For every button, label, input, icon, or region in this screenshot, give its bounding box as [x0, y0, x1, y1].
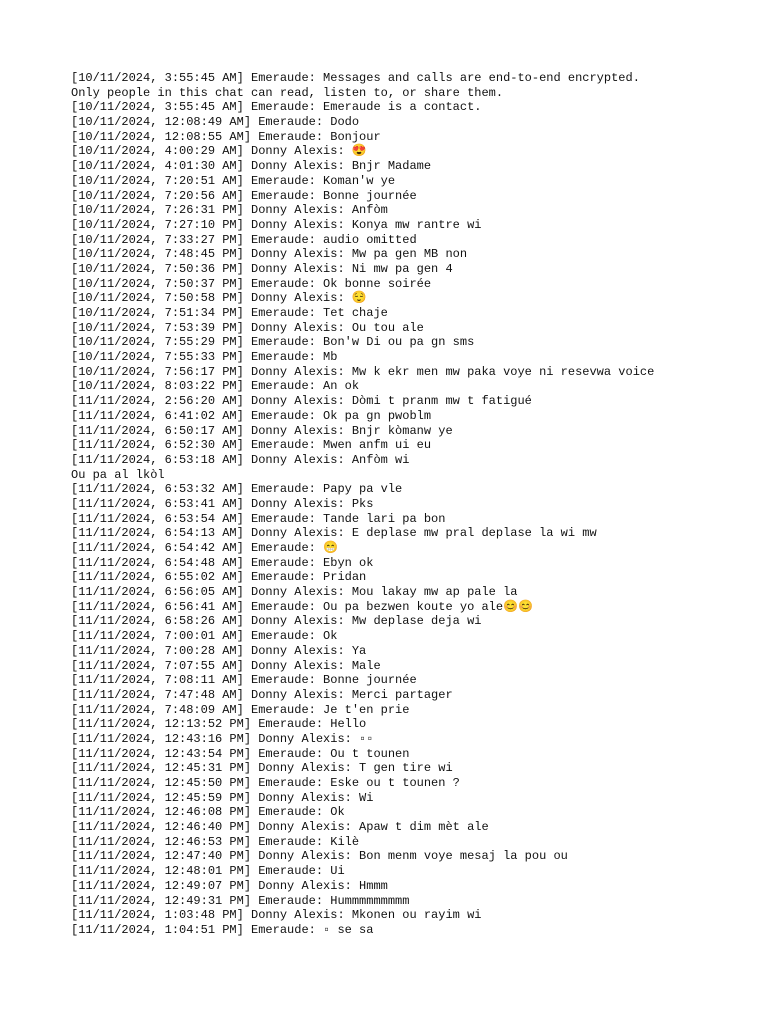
chat-line: [11/11/2024, 12:49:07 PM] Donny Alexis: Hmmm	[71, 878, 388, 893]
chat-line: [10/11/2024, 7:26:31 PM] Donny Alexis: Anfòm	[71, 203, 388, 218]
chat-line: [11/11/2024, 7:48:09 AM] Emeraude: Je t'en prie	[71, 702, 410, 717]
chat-line: [10/11/2024, 7:50:36 PM] Donny Alexis: Ni mw pa gen 4	[71, 261, 453, 276]
chat-line: Ou pa al lkòl	[71, 467, 165, 482]
chat-line: [11/11/2024, 6:41:02 AM] Emeraude: Ok pa gn pwoblm	[71, 408, 432, 423]
chat-line: [11/11/2024, 7:00:28 AM] Donny Alexis: Ya	[71, 643, 367, 658]
chat-line: [11/11/2024, 7:07:55 AM] Donny Alexis: Male	[71, 658, 381, 673]
chat-line: [11/11/2024, 12:46:08 PM] Emeraude: Ok	[71, 805, 345, 820]
chat-line: [11/11/2024, 2:56:20 AM] Donny Alexis: Dòmi t pranm mw t fatigué	[71, 394, 532, 409]
chat-line: [10/11/2024, 7:55:33 PM] Emeraude: Mb	[71, 350, 338, 365]
chat-line: [10/11/2024, 7:33:27 PM] Emeraude: audio omitted	[71, 232, 417, 247]
chat-line: [10/11/2024, 12:08:49 AM] Emeraude: Dodo	[71, 115, 360, 130]
chat-line: [11/11/2024, 1:03:48 PM] Donny Alexis: Mkonen ou rayim wi	[71, 908, 482, 923]
chat-line: [11/11/2024, 12:45:50 PM] Emeraude: Eske ou t tounen ?	[71, 776, 460, 790]
chat-log	[71, 71, 761, 938]
chat-line: [10/11/2024, 7:51:34 PM] Emeraude: Tet chaje	[71, 306, 388, 320]
chat-line: [10/11/2024, 7:20:56 AM] Emeraude: Bonne journée	[71, 188, 417, 203]
chat-line: [11/11/2024, 12:48:01 PM] Emeraude: Ui	[71, 864, 345, 879]
chat-line: [11/11/2024, 12:45:59 PM] Donny Alexis: Wi	[71, 790, 374, 805]
chat-export-page	[71, 71, 761, 938]
chat-line: [11/11/2024, 6:54:42 AM] Emeraude: 😁	[71, 541, 338, 555]
chat-line: [10/11/2024, 7:20:51 AM] Emeraude: Koman'w ye	[71, 173, 396, 188]
chat-line: [11/11/2024, 12:43:16 PM] Donny Alexis: ▫▫	[71, 731, 374, 746]
chat-line: [11/11/2024, 12:13:52 PM] Emeraude: Hello	[71, 717, 367, 732]
chat-line: [11/11/2024, 7:47:48 AM] Donny Alexis: Merci partager	[71, 687, 453, 702]
chat-line: [10/11/2024, 7:50:37 PM] Emeraude: Ok bonne soirée	[71, 276, 432, 291]
chat-line: [10/11/2024, 4:00:29 AM] Donny Alexis: 😍	[71, 144, 367, 159]
chat-line: [11/11/2024, 6:53:41 AM] Donny Alexis: Pks	[71, 496, 374, 511]
chat-line: [11/11/2024, 6:54:13 AM] Donny Alexis: E deplase mw pral deplase la wi mw	[71, 526, 597, 541]
chat-line: [11/11/2024, 12:46:53 PM] Emeraude: Kilè	[71, 834, 360, 849]
chat-line: [10/11/2024, 3:55:45 AM] Emeraude: Messages and calls are end-to-end encrypted.	[71, 71, 640, 85]
chat-line: [10/11/2024, 12:08:55 AM] Emeraude: Bonjour	[71, 129, 381, 144]
chat-line: [10/11/2024, 7:48:45 PM] Donny Alexis: Mw pa gen MB non	[71, 247, 468, 262]
chat-line: [10/11/2024, 7:27:10 PM] Donny Alexis: Konya mw rantre wi	[71, 217, 482, 232]
chat-line: [11/11/2024, 6:56:05 AM] Donny Alexis: Mou lakay mw ap pale la	[71, 585, 518, 600]
chat-line: [11/11/2024, 12:49:31 PM] Emeraude: Hummmmmmmmm	[71, 893, 410, 908]
chat-line: [11/11/2024, 12:47:40 PM] Donny Alexis: Bon menm voye mesaj la pou ou	[71, 849, 568, 864]
chat-line: Only people in this chat can read, listen to, or share them.	[71, 85, 504, 100]
chat-line: [11/11/2024, 6:56:41 AM] Emeraude: Ou pa bezwen koute yo ale😊😊	[71, 599, 533, 614]
chat-line: [11/11/2024, 6:53:32 AM] Emeraude: Papy pa vle	[71, 482, 403, 497]
chat-line: [11/11/2024, 12:46:40 PM] Donny Alexis: Apaw t dim mèt ale	[71, 820, 489, 835]
chat-line: [10/11/2024, 4:01:30 AM] Donny Alexis: Bnjr Madame	[71, 159, 432, 174]
chat-line: [11/11/2024, 6:58:26 AM] Donny Alexis: Mw deplase deja wi	[71, 614, 482, 629]
chat-line: [10/11/2024, 7:53:39 PM] Donny Alexis: Ou tou ale	[71, 320, 424, 335]
chat-line: [10/11/2024, 7:50:58 PM] Donny Alexis: 😌	[71, 291, 367, 306]
chat-line: [11/11/2024, 6:53:54 AM] Emeraude: Tande lari pa bon	[71, 511, 446, 526]
chat-line: [11/11/2024, 12:43:54 PM] Emeraude: Ou t tounen	[71, 746, 410, 761]
chat-line: [11/11/2024, 6:53:18 AM] Donny Alexis: Anfòm wi	[71, 452, 410, 467]
chat-line: [11/11/2024, 7:08:11 AM] Emeraude: Bonne journée	[71, 673, 417, 688]
chat-line: [10/11/2024, 3:55:45 AM] Emeraude: Emeraude is a contact.	[71, 100, 482, 115]
chat-line: [10/11/2024, 7:56:17 PM] Donny Alexis: Mw k ekr men mw paka voye ni resevwa voice	[71, 364, 655, 379]
chat-line: [11/11/2024, 6:54:48 AM] Emeraude: Ebyn ok	[71, 555, 374, 570]
chat-line: [11/11/2024, 12:45:31 PM] Donny Alexis: T gen tire wi	[71, 761, 453, 776]
chat-line: [10/11/2024, 7:55:29 PM] Emeraude: Bon'w Di ou pa gn sms	[71, 335, 475, 350]
chat-line: [11/11/2024, 1:04:51 PM] Emeraude: ▫ se sa	[71, 922, 374, 937]
chat-line: [11/11/2024, 7:00:01 AM] Emeraude: Ok	[71, 629, 338, 644]
chat-line: [11/11/2024, 6:50:17 AM] Donny Alexis: Bnjr kòmanw ye	[71, 423, 453, 438]
chat-line: [11/11/2024, 6:55:02 AM] Emeraude: Pridan	[71, 570, 367, 585]
chat-line: [11/11/2024, 6:52:30 AM] Emeraude: Mwen anfm ui eu	[71, 438, 432, 453]
chat-line: [10/11/2024, 8:03:22 PM] Emeraude: An ok	[71, 379, 360, 394]
